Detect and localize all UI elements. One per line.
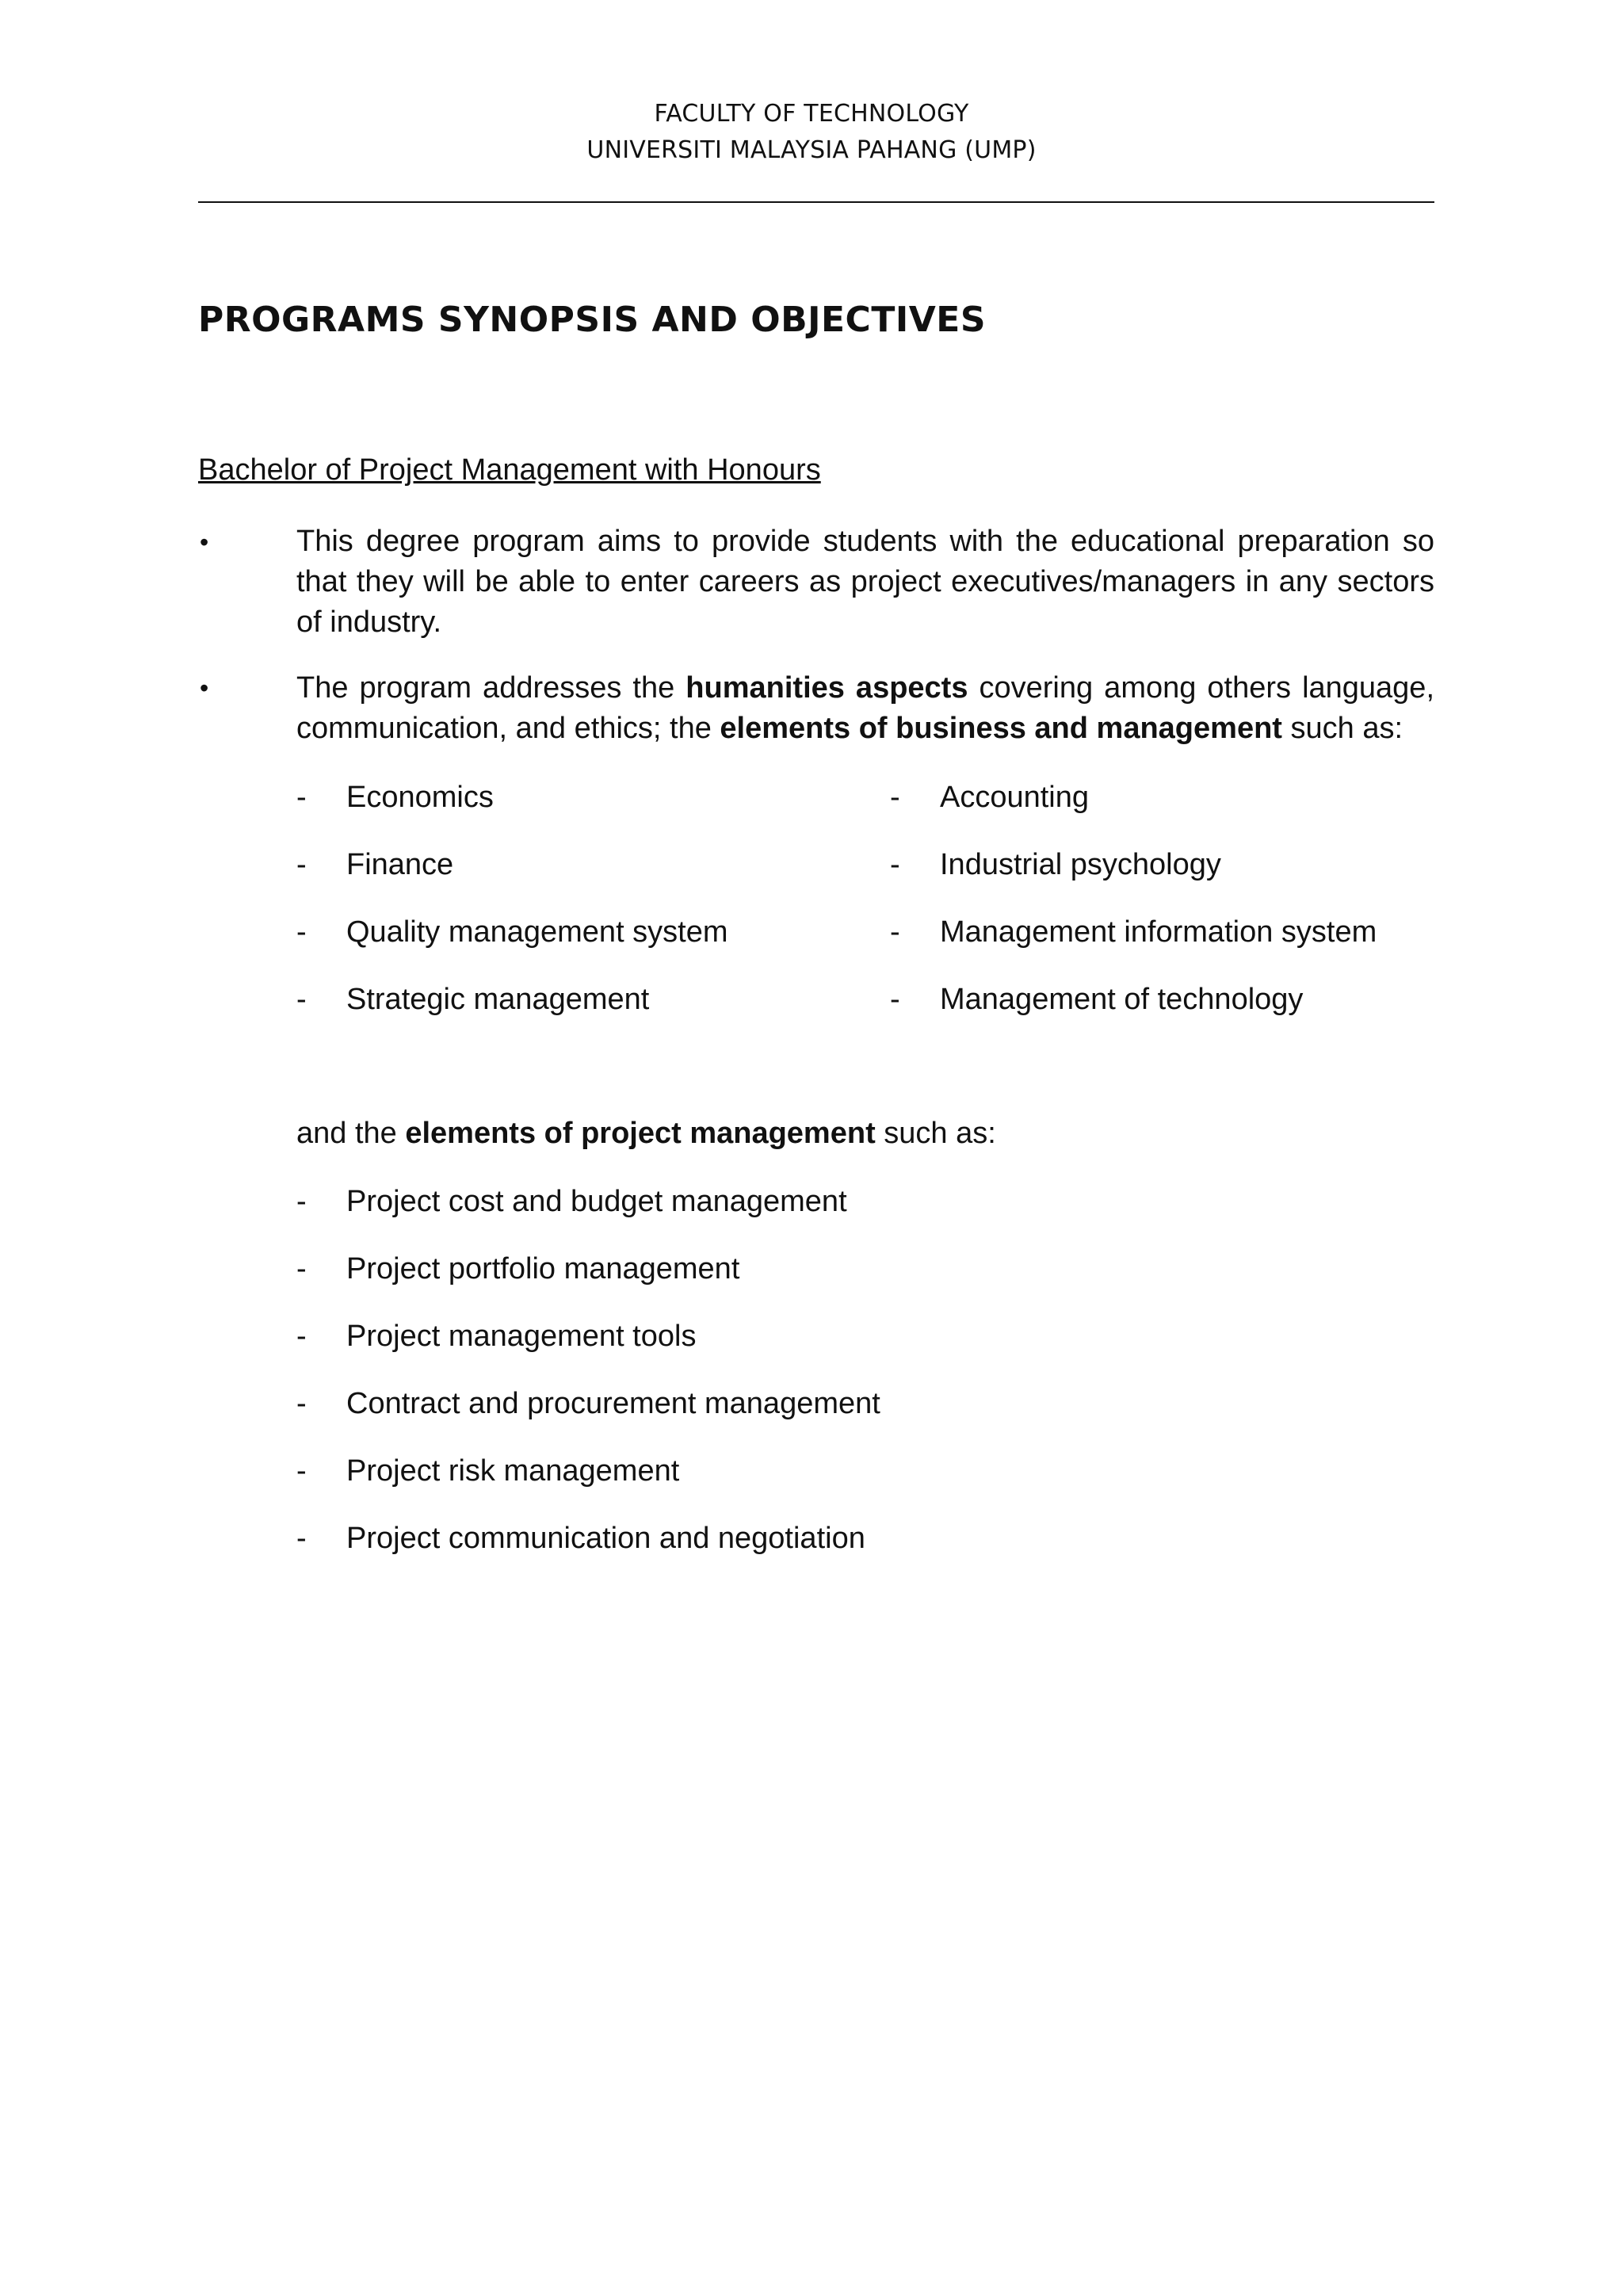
list-item-text: Economics xyxy=(346,781,494,814)
list-item-text: Project portfolio management xyxy=(346,1252,740,1286)
dash-icon: - xyxy=(296,983,307,1016)
list-item-text: Quality management system xyxy=(346,915,728,949)
paragraph-text: and the xyxy=(296,1117,406,1150)
dash-icon: - xyxy=(296,915,307,949)
list-item-text: Project cost and budget management xyxy=(346,1185,847,1218)
header-university: UNIVERSITI MALAYSIA PAHANG (UMP) xyxy=(586,136,1037,164)
dash-icon: - xyxy=(296,848,307,881)
paragraph-bold-text: elements of business and management xyxy=(720,712,1282,745)
list-item-text: Contract and procurement management xyxy=(346,1387,880,1420)
dash-icon: - xyxy=(296,1185,307,1218)
page-title: PROGRAMS SYNOPSIS AND OBJECTIVES xyxy=(198,300,987,340)
paragraph-text: such as: xyxy=(875,1117,996,1150)
paragraph-bold-text: humanities aspects xyxy=(685,671,968,705)
paragraph-text: covering among others language, communication, and ethics; the xyxy=(296,671,1435,745)
bullet-icon: • xyxy=(200,528,209,556)
dash-icon: - xyxy=(296,781,307,814)
paragraph-bold-text: elements of project management xyxy=(405,1117,876,1150)
list-item-text: Management of technology xyxy=(940,983,1304,1016)
dash-icon: - xyxy=(296,1522,307,1555)
list-item-text: Project risk management xyxy=(346,1454,680,1488)
header-faculty: FACULTY OF TECHNOLOGY xyxy=(654,100,969,128)
dash-icon: - xyxy=(890,915,900,949)
dash-icon: - xyxy=(890,848,900,881)
header-divider xyxy=(198,201,1434,203)
project-management-intro xyxy=(296,1116,996,1151)
dash-icon: - xyxy=(296,1252,307,1286)
objective-paragraph-1: This degree program aims to provide students with the educational preparation so that they will be able to enter careers as project executives/managers in any sectors of industry. xyxy=(296,525,1434,639)
dash-icon: - xyxy=(296,1387,307,1420)
dash-icon: - xyxy=(890,781,900,814)
objective-paragraph-2 xyxy=(296,668,1434,749)
list-item-text: Strategic management xyxy=(346,983,650,1016)
list-item-text: Finance xyxy=(346,848,454,881)
dash-icon: - xyxy=(296,1320,307,1353)
paragraph-text: The program addresses the xyxy=(296,671,686,705)
paragraph-text: such as: xyxy=(1281,712,1403,745)
bullet-icon: • xyxy=(200,674,209,702)
list-item-text: Project communication and negotiation xyxy=(346,1522,865,1555)
list-item-text: Project management tools xyxy=(346,1320,697,1353)
list-item-text: Management information system xyxy=(940,915,1377,949)
dash-icon: - xyxy=(296,1454,307,1488)
list-item-text: Industrial psychology xyxy=(940,848,1221,881)
dash-icon: - xyxy=(890,983,900,1016)
program-name: Bachelor of Project Management with Honours xyxy=(198,453,821,487)
list-item-text: Accounting xyxy=(940,781,1090,814)
